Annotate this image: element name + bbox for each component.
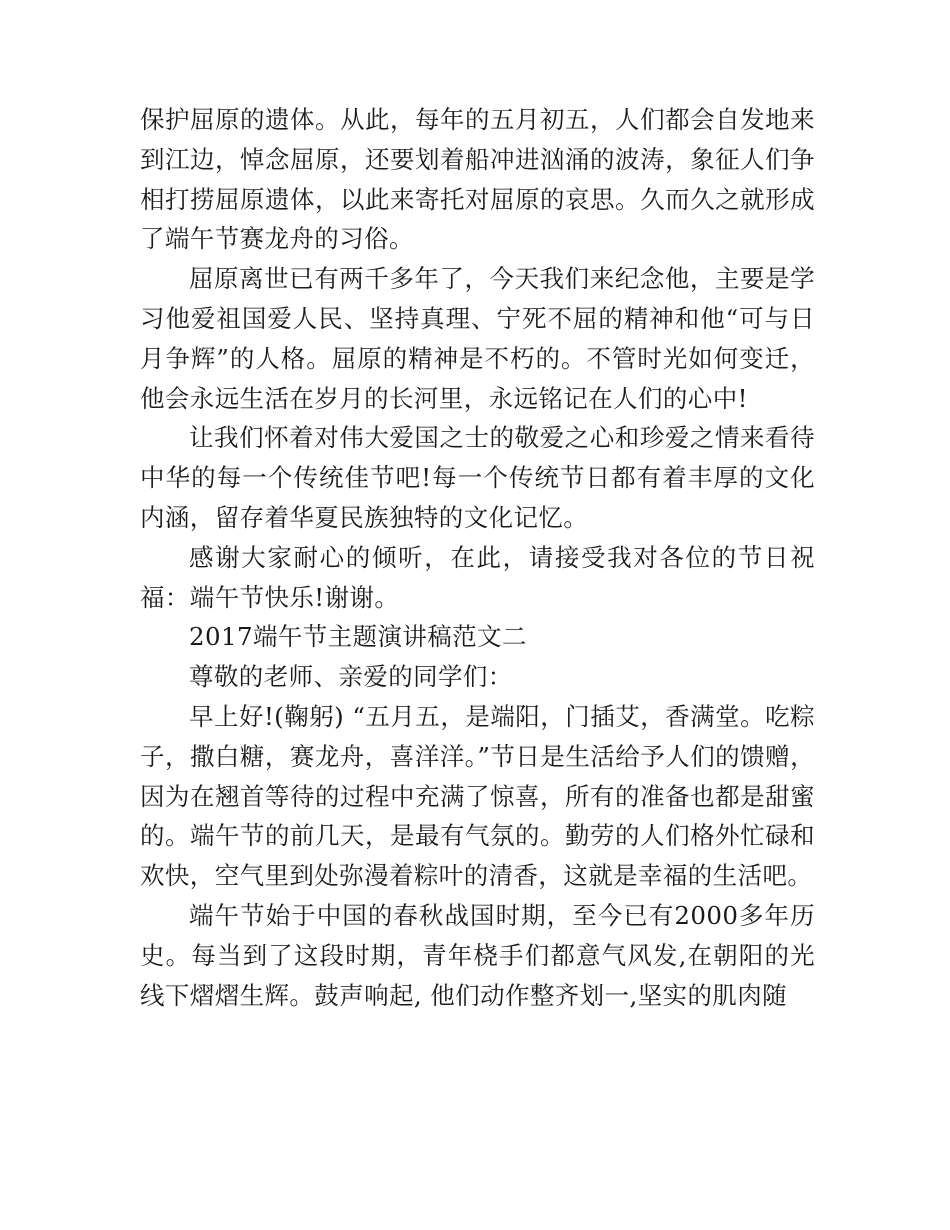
salutation: 尊敬的老师、亲爱的同学们： <box>189 662 513 692</box>
paragraph-1: 保护屈原的遗体。从此，每年的五月初五，人们都会自发地来到江边，悼念屈原，还要划着船冲进汹涌的波涛，象征人们争相打捞屈原遗体，以此来寄托对屈原的哀思。久而久之就形成了端午节赛龙舟的习俗。 <box>140 105 815 254</box>
paragraph-8: 端午节始于中国的春秋战国时期，至今已有2000多年历史。每当到了这段时期，青年桡手们都意气风发,在朝阳的光线下熠熠生辉。鼓声响起, 他们动作整齐划一,坚实的肌肉随 <box>140 900 815 1010</box>
section-heading: 2017端午节主题演讲稿范文二 <box>189 622 527 652</box>
paragraph-3: 让我们怀着对伟大爱国之士的敬爱之心和珍爱之情来看待中华的每一个传统佳节吧!每一个传统节日都有着丰厚的文化内涵，留存着华夏民族独特的文化记忆。 <box>140 423 815 532</box>
document-page <box>140 100 815 1015</box>
paragraph-7: 早上好!(鞠躬) “五月五，是端阳，门插艾，香满堂。吃粽子，撒白糖，赛龙舟，喜洋洋。”节日是生活给予人们的馈赠，因为在翘首等待的过程中充满了惊喜，所有的准备也都是甜蜜的。端午节的前几天，是最有气氛的。勤劳的人们格外忙碌和欢快，空气里到处弥漫着粽叶的清香，这就是幸福的生活吧。 <box>140 701 815 891</box>
paragraph-4: 感谢大家耐心的倾听，在此，请接受我对各位的节日祝福：端午节快乐!谢谢。 <box>140 542 815 612</box>
paragraph-2: 屈原离世已有两千多年了，今天我们来纪念他，主要是学习他爱祖国爱人民、坚持真理、宁死不屈的精神和他“可与日月争辉”的人格。屈原的精神是不朽的。不管时光如何变迁，他会永远生活在岁月的长河里，永远铭记在人们的心中! <box>140 264 815 413</box>
